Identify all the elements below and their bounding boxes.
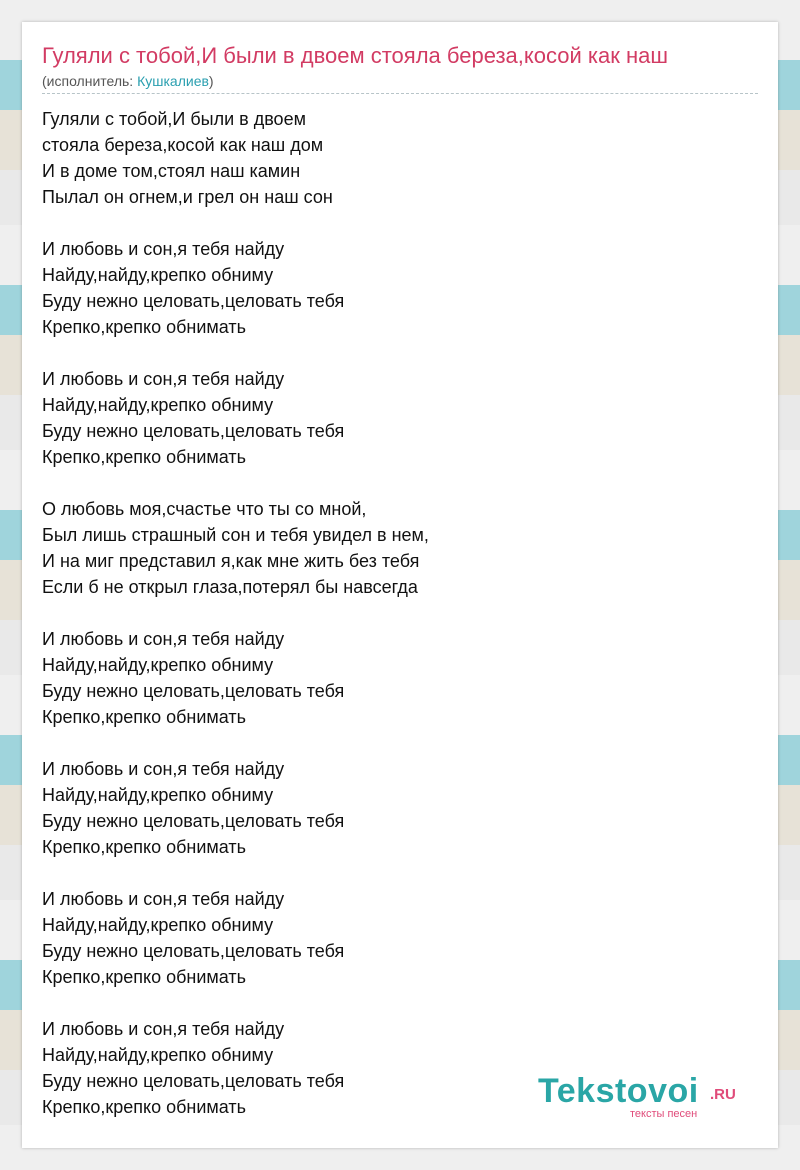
lyrics-line: Крепко,крепко обнимать <box>42 447 247 467</box>
lyrics-line: Найду,найду,крепко обниму <box>42 655 274 675</box>
artist-link[interactable]: Кушкалиев <box>137 73 209 89</box>
lyrics-line: Буду нежно целовать,целовать тебя <box>42 941 345 961</box>
title-divider <box>42 93 758 94</box>
lyrics-card <box>22 22 778 1148</box>
lyrics-stanza <box>42 106 758 210</box>
lyrics-line: И любовь и сон,я тебя найду <box>42 629 285 649</box>
lyrics-line: Найду,найду,крепко обниму <box>42 395 274 415</box>
lyrics-line: Крепко,крепко обнимать <box>42 837 247 857</box>
lyrics-line: Буду нежно целовать,целовать тебя <box>42 681 345 701</box>
lyrics-line: Если б не открыл глаза,потерял бы навсегда <box>42 577 418 597</box>
lyrics-line: Найду,найду,крепко обниму <box>42 785 274 805</box>
lyrics-line: Крепко,крепко обнимать <box>42 967 247 987</box>
lyrics-stanza <box>42 236 758 340</box>
site-logo[interactable] <box>538 1072 748 1124</box>
lyrics-line: Найду,найду,крепко обниму <box>42 265 274 285</box>
lyrics-line: Крепко,крепко обнимать <box>42 1097 247 1117</box>
lyrics-line: И на миг представил я,как мне жить без тебя <box>42 551 420 571</box>
lyrics-line: Пылал он огнем,и грел он наш сон <box>42 187 333 207</box>
lyrics-stanza <box>42 886 758 990</box>
lyrics-line: Крепко,крепко обнимать <box>42 707 247 727</box>
lyrics-line: Найду,найду,крепко обниму <box>42 1045 274 1065</box>
lyrics-line: И любовь и сон,я тебя найду <box>42 239 285 259</box>
lyrics-line: И в доме том,стоял наш камин <box>42 161 301 181</box>
lyrics-line: Гуляли с тобой,И были в двоем <box>42 109 306 129</box>
artist-prefix: (исполнитель: <box>42 73 138 89</box>
lyrics-line: О любовь моя,счастье что ты со мной, <box>42 499 367 519</box>
artist-suffix: ) <box>208 73 214 89</box>
lyrics-line: Крепко,крепко обнимать <box>42 317 247 337</box>
lyrics-line: Буду нежно целовать,целовать тебя <box>42 811 345 831</box>
lyrics-stanza <box>42 366 758 470</box>
lyrics-line: Буду нежно целовать,целовать тебя <box>42 421 345 441</box>
lyrics-line: стояла береза,косой как наш дом <box>42 135 324 155</box>
lyrics-line: И любовь и сон,я тебя найду <box>42 369 285 389</box>
lyrics-line: Найду,найду,крепко обниму <box>42 915 274 935</box>
lyrics-stanza <box>42 496 758 600</box>
lyrics-body <box>42 106 758 1146</box>
logo-wordmark: Tekstovoi <box>538 1072 699 1110</box>
logo-tagline: тексты песен <box>630 1108 698 1120</box>
lyrics-line: Буду нежно целовать,целовать тебя <box>42 291 345 311</box>
lyrics-line: И любовь и сон,я тебя найду <box>42 889 285 909</box>
artist-line <box>42 72 214 90</box>
lyrics-line: И любовь и сон,я тебя найду <box>42 1019 285 1039</box>
logo-tld: .RU <box>710 1086 736 1103</box>
lyrics-stanza <box>42 756 758 860</box>
song-title: Гуляли с тобой,И были в двоем стояла береза,косой как наш <box>42 43 669 68</box>
lyrics-line: Был лишь страшный сон и тебя увидел в нем, <box>42 525 429 545</box>
lyrics-line: И любовь и сон,я тебя найду <box>42 759 285 779</box>
lyrics-line: Буду нежно целовать,целовать тебя <box>42 1071 345 1091</box>
lyrics-stanza <box>42 626 758 730</box>
